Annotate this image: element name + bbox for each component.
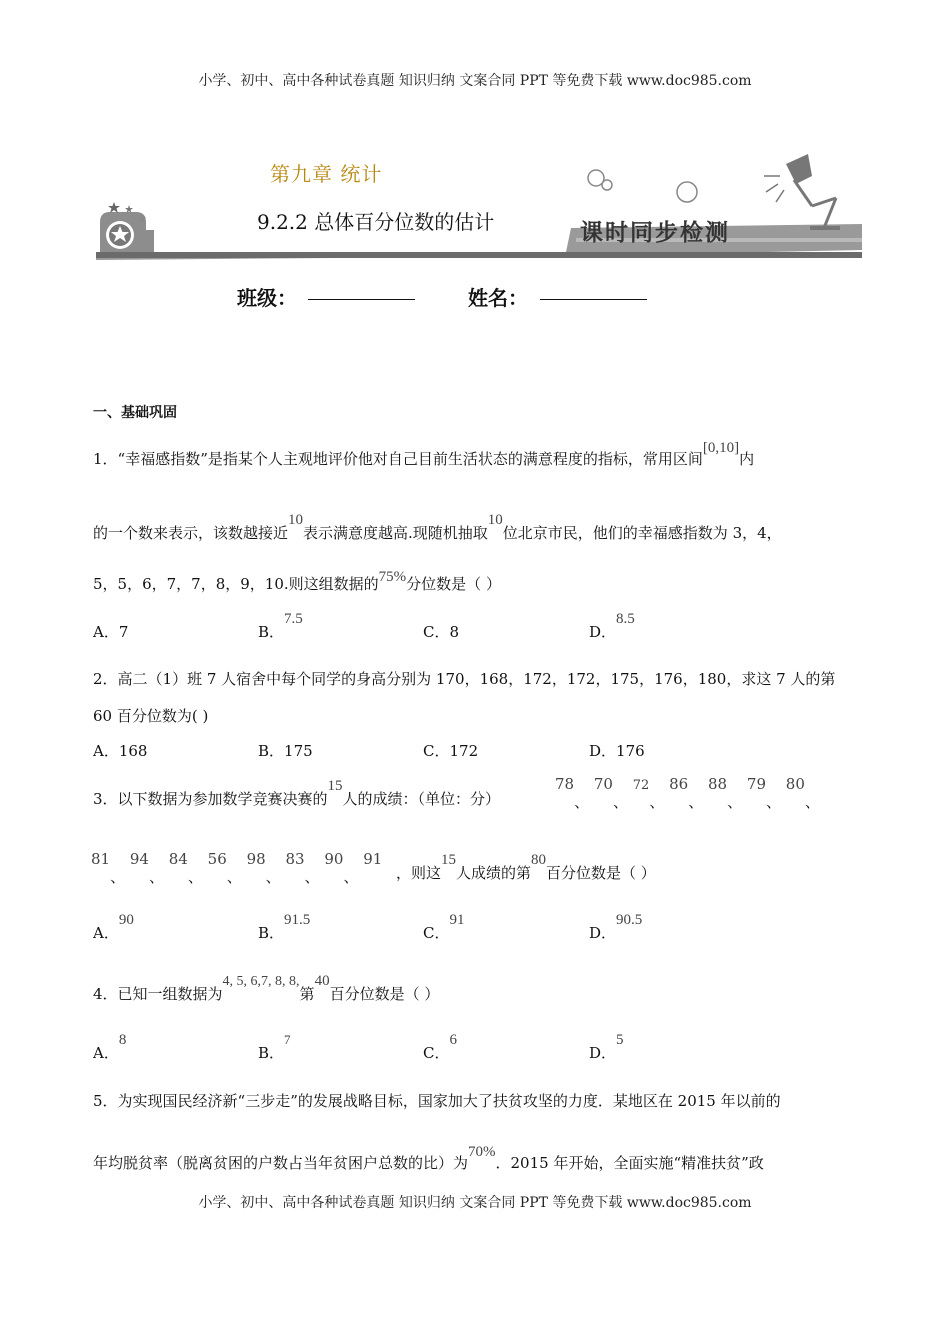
section-title: 一、基础巩固: [93, 405, 177, 421]
score: 98: [246, 850, 266, 868]
option-c[interactable]: C．8: [423, 623, 460, 641]
bubbles-decoration: [588, 170, 697, 202]
score: 81: [91, 850, 111, 868]
page-footer: 小学、初中、高中各种试卷真题 知识归纳 文案合同 PPT 等免费下载 www.doc985.com: [198, 1195, 752, 1211]
option-c[interactable]: C．91: [423, 912, 465, 942]
name-label: 姓名：: [468, 286, 528, 310]
question-4-line-1: 4．已知一组数据为4, 5, 6,7, 8, 8,第40百分位数是（ ）: [93, 973, 440, 1003]
question-1-line-3: 5，5，6，7，7，8，9，10.则这组数据的75%分位数是（ ）: [93, 569, 501, 593]
star-badge-icon: [100, 202, 154, 252]
page-header: 小学、初中、高中各种试卷真题 知识归纳 文案合同 PPT 等免费下载 www.doc985.com: [198, 73, 752, 89]
lesson-banner: [96, 140, 862, 262]
class-label: 班级：: [237, 286, 297, 310]
score: 70: [593, 775, 613, 793]
option-d[interactable]: D．5: [589, 1032, 624, 1062]
option-d[interactable]: D．90.5: [589, 912, 643, 942]
score: 78: [555, 775, 575, 793]
option-a[interactable]: A．90: [93, 912, 134, 942]
score: 83: [285, 850, 305, 868]
score: 79: [746, 775, 766, 793]
lesson-title: 9.2.2 总体百分位数的估计: [257, 210, 495, 234]
score: 88: [708, 775, 728, 793]
question-3-line-1: 3．以下数据为参加数学竞赛决赛的15人的成绩：（单位：分）: [93, 778, 501, 808]
question-2-line-2: 60 百分位数为( ): [93, 707, 209, 725]
desk-lamp-icon: [764, 154, 840, 230]
option-b[interactable]: B．7.5: [258, 611, 303, 641]
score: 56: [207, 850, 227, 868]
question-5-line-1: 5．为实现国民经济新“三步走”的发展战略目标，国家加大了扶贫攻坚的力度．某地区在 2015 年以前的: [93, 1092, 781, 1110]
name-field[interactable]: [540, 299, 647, 300]
scores-row-1: 78、 70、 72、 86、 88、 79、 80、: [555, 775, 820, 811]
question-3-line-2: ，则这15人成绩的第80百分位数是（ ）: [396, 852, 656, 882]
score: 94: [129, 850, 149, 868]
option-a[interactable]: A．8: [93, 1032, 127, 1062]
chapter-title: 第九章 统计: [270, 162, 383, 186]
option-c[interactable]: C．6: [423, 1032, 457, 1062]
option-c[interactable]: C．172: [423, 742, 479, 760]
scores-row-2: 81、 94、 84、 56、 98、 83、 90、 91: [91, 850, 383, 886]
question-2-line-1: 2．高二（1）班 7 人宿舍中每个同学的身高分别为 170，168，172，172，175，176，180，求这 7 人的第: [93, 670, 836, 688]
option-a[interactable]: A．168: [93, 742, 148, 760]
class-field[interactable]: [308, 299, 415, 300]
score: 80: [785, 775, 805, 793]
score: 90: [324, 850, 344, 868]
question-1-line-1: 1．“幸福感指数”是指某个人主观地评价他对自己目前生活状态的满意程度的指标，常用区间[0,10]内: [93, 440, 755, 468]
score: 86: [669, 775, 689, 793]
score: 84: [168, 850, 188, 868]
option-d[interactable]: D．176: [589, 742, 645, 760]
stamp-title: 课时同步检测: [580, 219, 730, 246]
question-5-line-2: 年均脱贫率（脱离贫困的户数占当年贫困户总数的比）为70%．2015 年开始，全面实施“精准扶贫”政: [93, 1144, 764, 1172]
option-b[interactable]: B．175: [258, 742, 313, 760]
score: 72: [632, 778, 650, 793]
question-1-line-2: 的一个数来表示，该数越接近10表示满意度越高.现随机抽取10位北京市民，他们的幸福感指数为 3，4，: [93, 512, 782, 542]
score: 91: [363, 850, 383, 868]
option-b[interactable]: B．91.5: [258, 912, 311, 942]
option-d[interactable]: D．8.5: [589, 611, 635, 641]
option-b[interactable]: B．7: [258, 1032, 291, 1062]
option-a[interactable]: A．7: [93, 623, 129, 641]
